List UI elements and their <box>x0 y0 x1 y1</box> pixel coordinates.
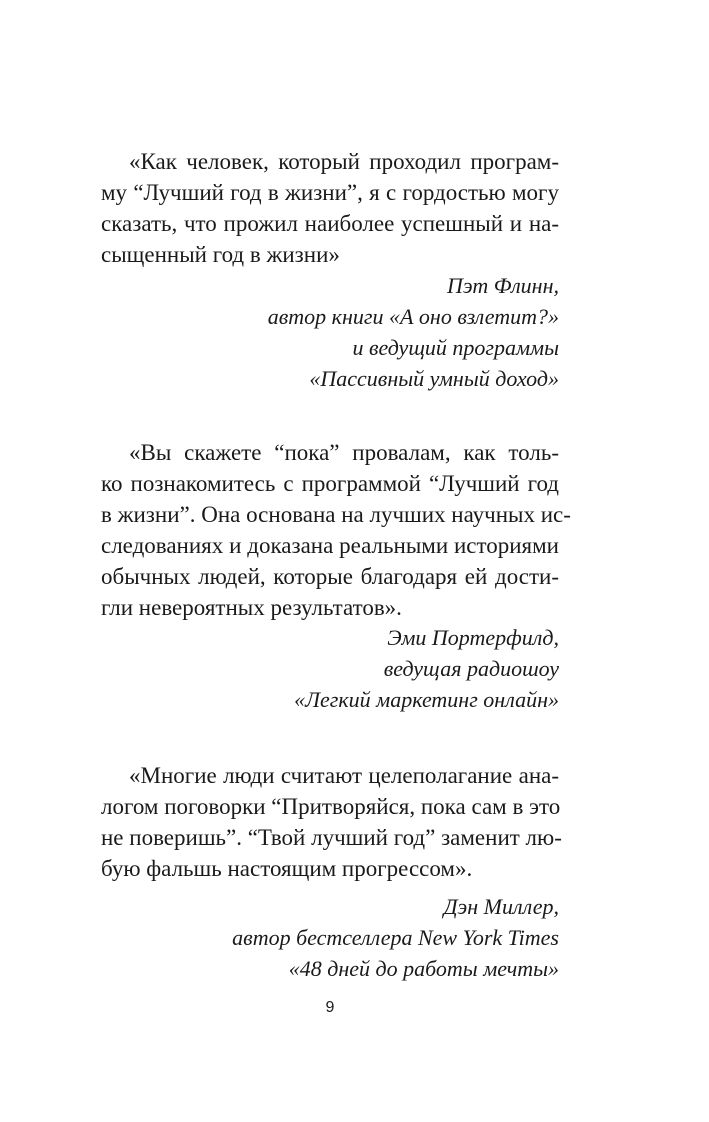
quote-line: бую фальшь настоящим прогрессом». <box>101 856 473 881</box>
quote-line: не поверишь”. “Твой лучший год” заменит лю- <box>101 825 562 850</box>
attribution-line: «48 дней до работы мечты» <box>288 956 559 981</box>
quote-line: обычных людей, которые благодаря ей дости- <box>101 564 559 589</box>
quote-1-attribution <box>101 270 559 394</box>
quote-line: в жизни”. Она основана на лучших научных ис- <box>101 502 571 527</box>
quote-line: му “Лучший год в жизни”, я с гордостью могу <box>101 180 559 205</box>
quote-3-text <box>101 760 562 884</box>
attribution-line: «Легкий маркетинг онлайн» <box>294 687 559 712</box>
quote-line: сказать, что прожил наиболее успешный и на- <box>101 211 559 236</box>
quote-1-text <box>101 146 559 270</box>
attribution-line: и ведущий программы <box>352 335 559 360</box>
attribution-author: Эми Портерфилд, <box>387 625 559 650</box>
quote-line: ко познакомитесь с программой “Лучший год <box>101 471 559 496</box>
quote-line: гли невероятных результатов». <box>101 595 402 620</box>
quote-2-text <box>101 437 571 623</box>
quote-line: следованиях и доказана реальными историями <box>101 533 559 558</box>
quote-line: логом поговорки “Притворяйся, пока сам в это <box>101 794 561 819</box>
attribution-line: «Пассивный умный доход» <box>309 366 559 391</box>
attribution-line: автор книги «А оно взлетит?» <box>267 304 559 329</box>
quote-3-attribution <box>101 891 559 984</box>
attribution-author: Дэн Миллер, <box>443 894 559 919</box>
attribution-line: ведущая радиошоу <box>383 656 559 681</box>
attribution-line: автор бестселлера New York Times <box>232 925 559 950</box>
quote-line: сыщенный год в жизни» <box>101 242 340 267</box>
quote-line: «Многие люди считают целеполагание ана- <box>129 763 559 788</box>
attribution-author: Пэт Флинн, <box>447 273 559 298</box>
quote-line: «Вы скажете “пока” провалам, как толь- <box>129 440 559 465</box>
page-number: 9 <box>325 999 335 1016</box>
quote-line: «Как человек, который проходил програм- <box>129 149 559 174</box>
quote-2-attribution <box>101 622 559 715</box>
